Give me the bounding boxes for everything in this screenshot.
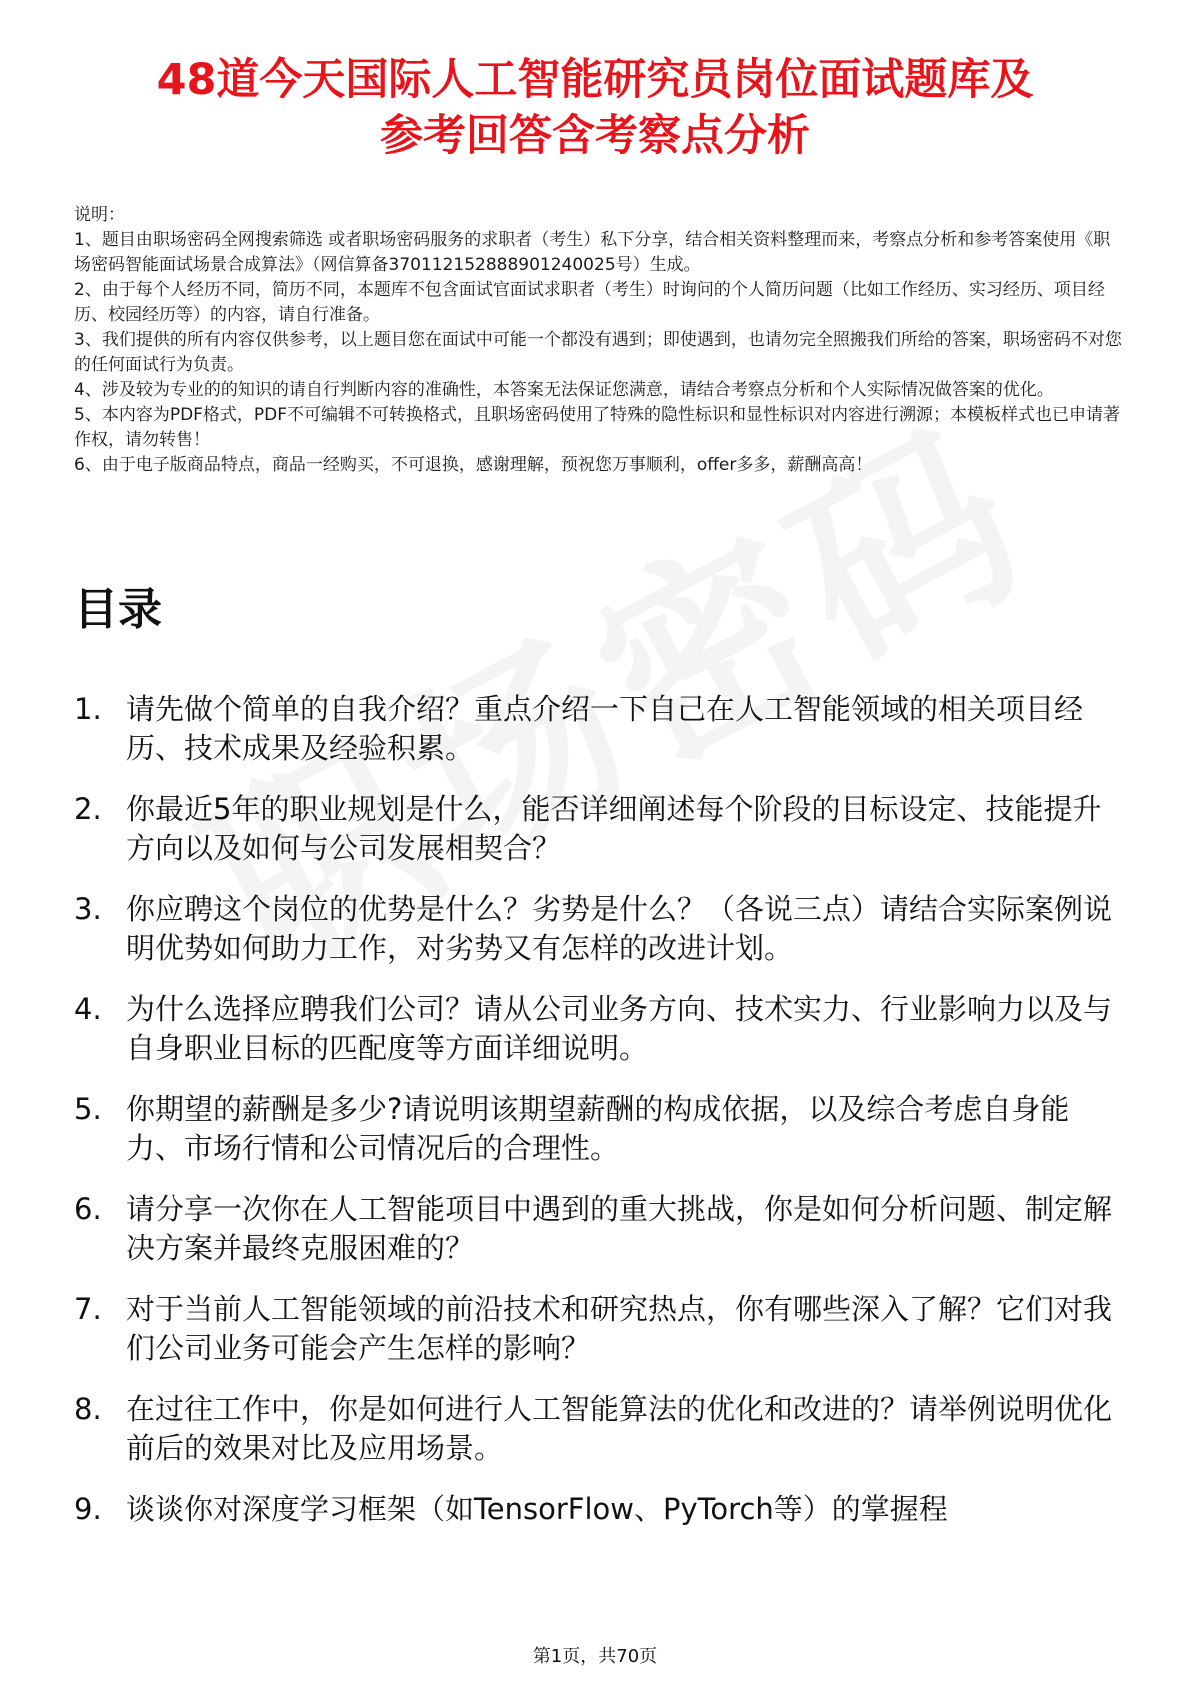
toc-item-text: 谈谈你对深度学习框架（如TensorFlow、PyTorch等）的掌握程 <box>126 1492 948 1526</box>
toc-item-text: 请分享一次你在人工智能项目中遇到的重大挑战，你是如何分析问题、制定解决方案并最终克服困难的？ <box>126 1192 1113 1265</box>
toc-item-number: 9. <box>74 1492 102 1526</box>
document-title-line-1: 48道今天国际人工智能研究员岗位面试题库及 <box>156 55 1034 105</box>
document-title <box>60 52 1130 164</box>
toc-item-text: 在过往工作中，你是如何进行人工智能算法的优化和改进的？请举例说明优化前后的效果对比及应用场景。 <box>126 1392 1113 1465</box>
toc-item-number: 4. <box>74 992 102 1026</box>
toc-item-number: 8. <box>74 1392 102 1426</box>
toc-list <box>74 690 1126 1551</box>
toc-item[interactable] <box>74 990 1126 1068</box>
toc-item[interactable] <box>74 1190 1126 1268</box>
note-item: 1、题目由职场密码全网搜索筛选 或者职场密码服务的求职者（考生）私下分享，结合相关资料整理而来，考察点分析和参考答案使用《职场密码智能面试场景合成算法》（网信算备370112152888901240025号）生成。 <box>74 230 1111 275</box>
page-number: 第1页，共70页 <box>532 1646 658 1667</box>
toc-item[interactable] <box>74 690 1126 768</box>
toc-item-number: 2. <box>74 792 102 826</box>
toc-item[interactable] <box>74 1490 1126 1529</box>
note-item: 3、我们提供的所有内容仅供参考，以上题目您在面试中可能一个都没有遇到；即使遇到，也请勿完全照搬我们所给的答案，职场密码不对您的任何面试行为负责。 <box>74 330 1122 375</box>
note-item: 5、本内容为PDF格式，PDF不可编辑不可转换格式，且职场密码使用了特殊的隐性标识和显性标识对内容进行溯源；本模板样式也已申请著作权，请勿转售！ <box>74 405 1121 450</box>
toc-item-number: 6. <box>74 1192 102 1226</box>
document-title-line-2: 参考回答含考察点分析 <box>380 111 810 161</box>
toc-item[interactable] <box>74 790 1126 868</box>
note-item: 6、由于电子版商品特点，商品一经购买，不可退换，感谢理解，预祝您万事顺利，offer多多，薪酬高高！ <box>74 455 873 475</box>
toc-item-number: 5. <box>74 1092 102 1126</box>
note-item: 2、由于每个人经历不同，简历不同，本题库不包含面试官面试求职者（考生）时询问的个人简历问题（比如工作经历、实习经历、项目经历、校园经历等）的内容，请自行准备。 <box>74 280 1105 325</box>
notes-heading: 说明： <box>74 205 125 225</box>
toc-item-text: 你应聘这个岗位的优势是什么？劣势是什么？（各说三点）请结合实际案例说明优势如何助力工作，对劣势又有怎样的改进计划。 <box>126 892 1113 965</box>
page-footer <box>0 1645 1190 1669</box>
toc-item[interactable] <box>74 1290 1126 1368</box>
toc-item[interactable] <box>74 1090 1126 1168</box>
note-item: 4、涉及较为专业的的知识的请自行判断内容的准确性，本答案无法保证您满意，请结合考察点分析和个人实际情况做答案的优化。 <box>74 380 1054 400</box>
toc-item-text: 你期望的薪酬是多少?请说明该期望薪酬的构成依据，以及综合考虑自身能力、市场行情和公司情况后的合理性。 <box>126 1092 1070 1165</box>
toc-item[interactable] <box>74 1390 1126 1468</box>
toc-item-text: 请先做个简单的自我介绍？重点介绍一下自己在人工智能领域的相关项目经历、技术成果及经验积累。 <box>126 692 1084 765</box>
toc-item-text: 对于当前人工智能领域的前沿技术和研究热点，你有哪些深入了解？它们对我们公司业务可能会产生怎样的影响？ <box>126 1292 1113 1365</box>
toc-item-text: 你最近5年的职业规划是什么，能否详细阐述每个阶段的目标设定、技能提升方向以及如何与公司发展相契合？ <box>126 792 1102 865</box>
toc-item-number: 3. <box>74 892 102 926</box>
notes-section <box>74 203 1124 478</box>
toc-item-number: 7. <box>74 1292 102 1326</box>
toc-item-number: 1. <box>74 692 102 726</box>
toc-heading: 目录 <box>74 584 162 635</box>
toc-item-text: 为什么选择应聘我们公司？请从公司业务方向、技术实力、行业影响力以及与自身职业目标的匹配度等方面详细说明。 <box>126 992 1113 1065</box>
toc-item[interactable] <box>74 890 1126 968</box>
